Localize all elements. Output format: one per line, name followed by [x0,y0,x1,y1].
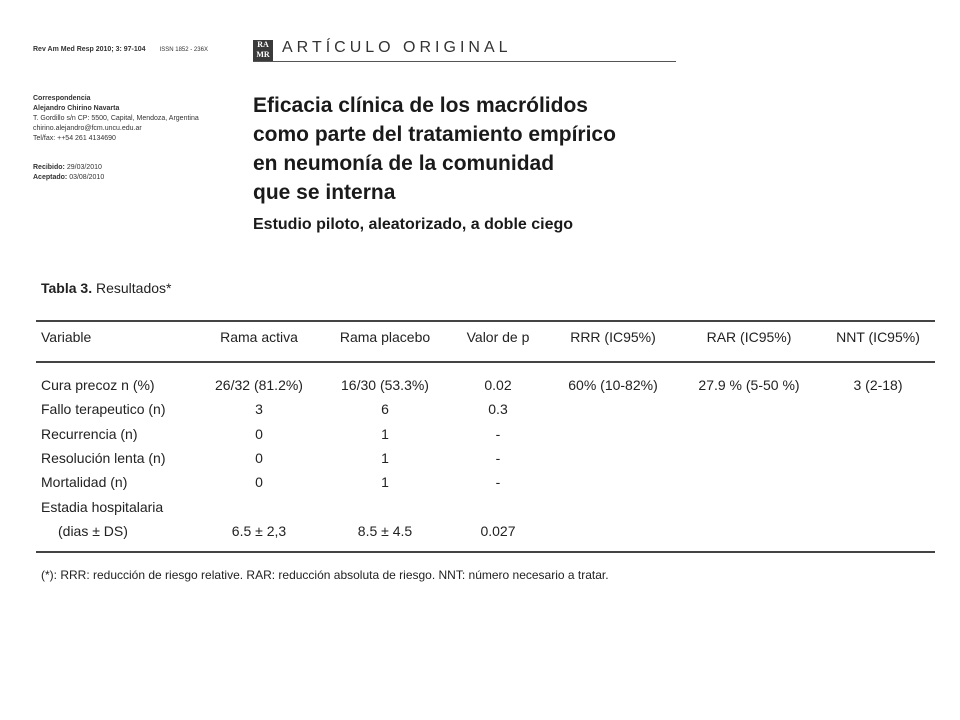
correspondence-phone: Tel/fax: ++54 261 4134690 [33,135,116,142]
correspondence-address: T. Gordillo s/n CP: 5500, Capital, Mendoza, Argentina [33,115,199,122]
title-line: en neumonía de la comunidad [253,152,555,175]
journal-reference [33,46,208,53]
title-line: que se interna [253,181,396,204]
table-cell-active: 0 [255,426,263,442]
table-cell-variable: Mortalidad (n) [41,474,128,490]
column-header-variable: Variable [41,329,92,345]
table-cell-placebo: 1 [381,450,389,466]
table-footnote: (*): RRR: reducción de riesgo relative. RAR: reducción absoluta de riesgo. NNT: número necesario a tratar. [41,568,609,582]
table-cell-placebo: 6 [381,401,389,417]
logo-top-text: RA [257,40,269,49]
table-caption [41,280,171,296]
correspondence-block [33,94,199,144]
received-date [33,163,104,173]
table-cell-variable: (dias ± DS) [58,523,128,539]
table-cell-placebo: 16/30 (53.3%) [341,377,429,393]
table-cell-placebo: 1 [381,474,389,490]
table-cell-rrr: 60% (10-82%) [568,377,658,393]
table-cell-rar: 27.9 % (5-50 %) [698,377,800,393]
accepted-label: Aceptado: [33,174,68,181]
title-line: como parte del tratamiento empírico [253,123,616,146]
table-header-rule [36,361,935,363]
table-cell-p-value: - [495,426,501,442]
table-cell-p-value: 0.027 [480,523,516,539]
accepted-value: 03/08/2010 [69,174,105,181]
table-cell-active: 26/32 (81.2%) [215,377,303,393]
journal-citation: Rev Am Med Resp 2010; 3: 97-104 [33,46,146,53]
table-cell-active: 3 [255,401,263,417]
column-header-placebo: Rama placebo [339,329,431,345]
correspondence-label: Correspondencia [33,95,91,102]
table-cell-placebo: 8.5 ± 4.5 [357,523,413,539]
journal-logo [253,40,273,62]
table-cell-variable: Recurrencia (n) [41,426,138,442]
table-cell-p-value: - [495,474,501,490]
accepted-date [33,173,104,183]
journal-issn: ISSN 1852 - 236X [159,47,208,53]
table-cell-variable: Cura precoz n (%) [41,377,155,393]
column-header-nnt: NNT (IC95%) [836,329,920,345]
table-cell-p-value: 0.3 [488,401,508,417]
column-header-rar: RAR (IC95%) [706,329,792,345]
column-header-p-value: Valor de p [466,329,530,345]
title-line: Eficacia clínica de los macrólidos [253,94,588,117]
table-cell-active: 0 [255,450,263,466]
received-label: Recibido: [33,164,65,171]
table-cell-p-value: - [495,450,501,466]
table-caption-text: Resultados* [95,280,172,296]
dates-block [33,163,104,183]
article-title [253,91,616,207]
table-cell-active: 6.5 ± 2,3 [231,523,287,539]
table-cell-placebo: 1 [381,426,389,442]
table-cell-p-value: 0.02 [484,377,512,393]
table-cell-nnt: 3 (2-18) [853,377,903,393]
received-value: 29/03/2010 [66,164,102,171]
column-header-rrr: RRR (IC95%) [570,329,656,345]
table-cell-variable: Resolución lenta (n) [41,450,166,466]
correspondence-email: chirino.alejandro@fcm.uncu.edu.ar [33,125,142,132]
logo-bottom-text: MR [256,50,270,59]
table-top-rule [36,320,935,322]
table-bottom-rule [36,551,935,553]
column-header-active: Rama activa [220,329,298,345]
table-cell-variable: Fallo terapeutico (n) [41,401,166,417]
article-subtitle: Estudio piloto, aleatorizado, a doble ciego [253,216,574,233]
correspondence-name: Alejandro Chirino Navarta [33,105,120,112]
table-cell-variable: Estadia hospitalaria [41,499,164,515]
table-cell-active: 0 [255,474,263,490]
header-divider [253,61,676,62]
section-label: ARTÍCULO ORIGINAL [282,39,512,56]
table-caption-label: Tabla 3. [41,280,93,296]
